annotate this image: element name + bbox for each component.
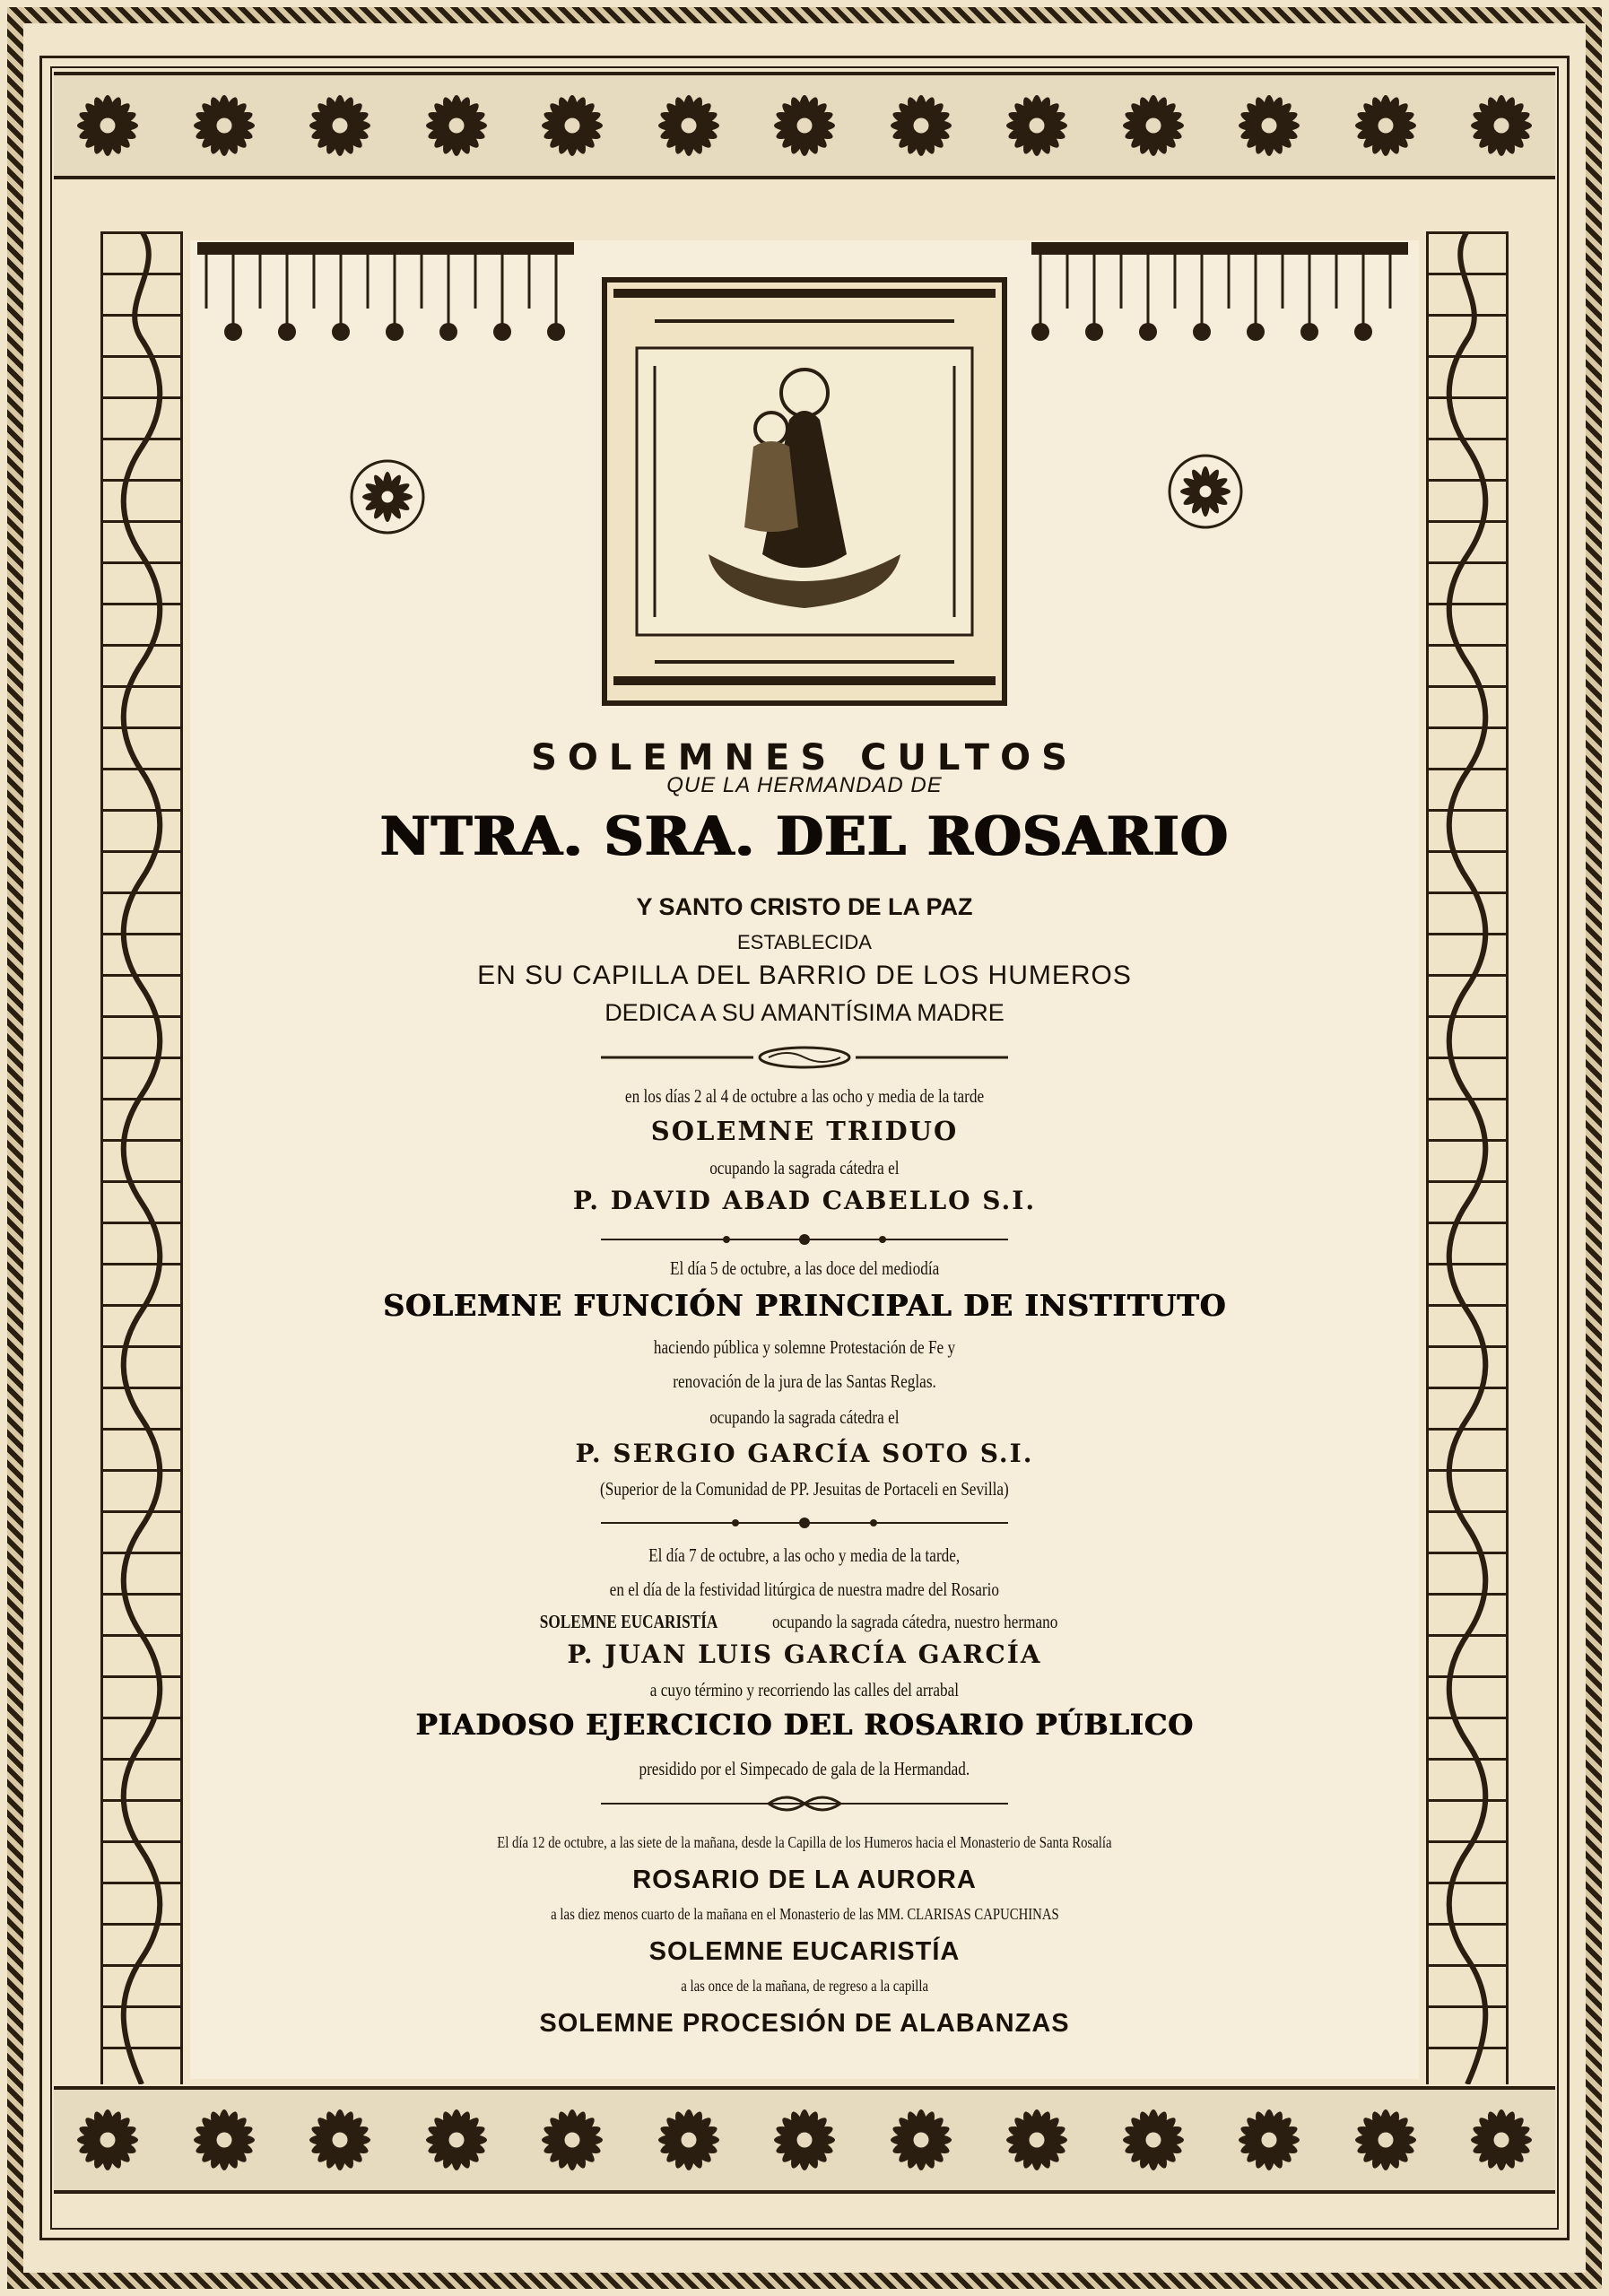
- rosette-icon: [1231, 2102, 1307, 2178]
- rosette-icon: [999, 2102, 1074, 2178]
- ornamental-divider: [601, 1229, 1008, 1250]
- right-fringe-ornament: [1031, 242, 1408, 350]
- rosette-icon: [883, 88, 959, 163]
- virgin-rosary-engraving: [601, 267, 1008, 716]
- intro-line: QUE LA HERMANDAD DE: [666, 773, 943, 797]
- rosette-icon: [187, 88, 262, 163]
- ornamental-divider: [601, 1790, 1008, 1817]
- dedication-line: DEDICA A SU AMANTÍSIMA MADRE: [604, 999, 1005, 1026]
- rosette-icon: [1348, 88, 1423, 163]
- funcion-preacher-role: (Superior de la Comunidad de PP. Jesuitas de Portaceli en Sevilla): [600, 1478, 1009, 1500]
- rosette-icon: [535, 2102, 610, 2178]
- left-fringe-ornament: [197, 242, 574, 350]
- rosette-icon: [70, 88, 145, 163]
- triduo-preacher: P. DAVID ABAD CABELLO S.I.: [572, 1186, 1037, 1215]
- aurora-date: El día 12 de octubre, a las siete de la mañana, desde la Capilla de los Humeros hacia el Monasterio de Santa Rosalía: [497, 1833, 1112, 1851]
- rosette-icon: [302, 88, 378, 163]
- funcion-preacher: P. SERGIO GARCÍA SOTO S.I.: [575, 1439, 1034, 1468]
- rosario-publico-preacher: P. JUAN LUIS GARCÍA GARCÍA: [567, 1639, 1042, 1669]
- rosario-publico-presided: presidido por el Simpecado de gala de la Hermandad.: [639, 1758, 970, 1779]
- aurora-title: ROSARIO DE LA AURORA: [632, 1866, 977, 1894]
- rosette-icon: [767, 2102, 842, 2178]
- funcion-pulpit: ocupando la sagrada cátedra el: [709, 1406, 900, 1428]
- rosette-icon: [767, 88, 842, 163]
- ornamental-divider: [601, 1512, 1008, 1534]
- rosette-icon: [1116, 88, 1191, 163]
- rosette-icon: [419, 88, 494, 163]
- funcion-line-1: haciendo pública y solemne Protestación de Fe y: [653, 1336, 956, 1358]
- rosette-icon: [187, 2102, 262, 2178]
- triduo-pulpit: ocupando la sagrada cátedra el: [709, 1157, 900, 1178]
- aurora-procession-time: a las once de la mañana, de regreso a la capilla: [681, 1977, 928, 1995]
- bottom-rosette-band: [54, 2086, 1555, 2194]
- rosario-publico-feast: en el día de la festividad litúrgica de nuestra madre del Rosario: [609, 1578, 1000, 1600]
- rosette-icon: [651, 88, 726, 163]
- aurora-mass-time: a las diez menos cuarto de la mañana en el Monasterio de las MM. CLARISAS CAPUCHINAS: [550, 1905, 1059, 1923]
- vine-ornament: [1438, 231, 1497, 2084]
- rosario-publico-after: a cuyo término y recorriendo las calles del arrabal: [649, 1679, 960, 1700]
- rosario-publico-eucharist: SOLEMNE EUCARISTÍA: [539, 1611, 718, 1632]
- triduo-date: en los días 2 al 4 de octubre a las ocho y media de la tarde: [624, 1085, 985, 1107]
- top-rosette-band: [54, 72, 1555, 179]
- poster-title: SOLEMNES CULTOS: [531, 737, 1078, 778]
- rosario-publico-title: PIADOSO EJERCICIO DEL ROSARIO PÚBLICO: [415, 1708, 1194, 1742]
- vine-ornament: [112, 231, 171, 2084]
- established-label: ESTABLECIDA: [737, 931, 872, 953]
- rosette-icon: [70, 2102, 145, 2178]
- chapel-location: EN SU CAPILLA DEL BARRIO DE LOS HUMEROS: [477, 961, 1132, 990]
- rosette-icon: [1464, 88, 1539, 163]
- rosette-icon: [302, 2102, 378, 2178]
- rosette-icon: [1168, 454, 1243, 529]
- rosette-icon: [1116, 2102, 1191, 2178]
- aurora-procession-title: SOLEMNE PROCESIÓN DE ALABANZAS: [539, 2009, 1070, 2038]
- brotherhood-subtitle: Y SANTO CRISTO DE LA PAZ: [636, 893, 973, 920]
- rosette-icon: [419, 2102, 494, 2178]
- rosario-publico-date: El día 7 de octubre, a las ocho y media de la tarde,: [648, 1544, 961, 1566]
- triduo-title: SOLEMNE TRIDUO: [650, 1116, 959, 1146]
- funcion-date: El día 5 de octubre, a las doce del mediodía: [669, 1257, 940, 1279]
- brotherhood-name: NTRA. SRA. DEL ROSARIO: [379, 805, 1230, 868]
- rosette-icon: [535, 88, 610, 163]
- aurora-mass-title: SOLEMNE EUCARISTÍA: [648, 1937, 961, 1966]
- rosario-publico-pulpit: ocupando la sagrada cátedra, nuestro hermano: [771, 1611, 1058, 1632]
- rosette-icon: [1464, 2102, 1539, 2178]
- rosette-icon: [350, 459, 425, 535]
- ornamental-divider: [601, 1044, 1008, 1071]
- left-vine-column: [100, 231, 183, 2084]
- right-vine-column: [1426, 231, 1509, 2084]
- rosette-icon: [1231, 88, 1307, 163]
- rosette-icon: [999, 88, 1074, 163]
- rosette-icon: [883, 2102, 959, 2178]
- funcion-line-2: renovación de la jura de las Santas Reglas.: [673, 1370, 936, 1392]
- funcion-title: SOLEMNE FUNCIÓN PRINCIPAL DE INSTITUTO: [382, 1288, 1227, 1323]
- rosette-icon: [1348, 2102, 1423, 2178]
- rosette-icon: [651, 2102, 726, 2178]
